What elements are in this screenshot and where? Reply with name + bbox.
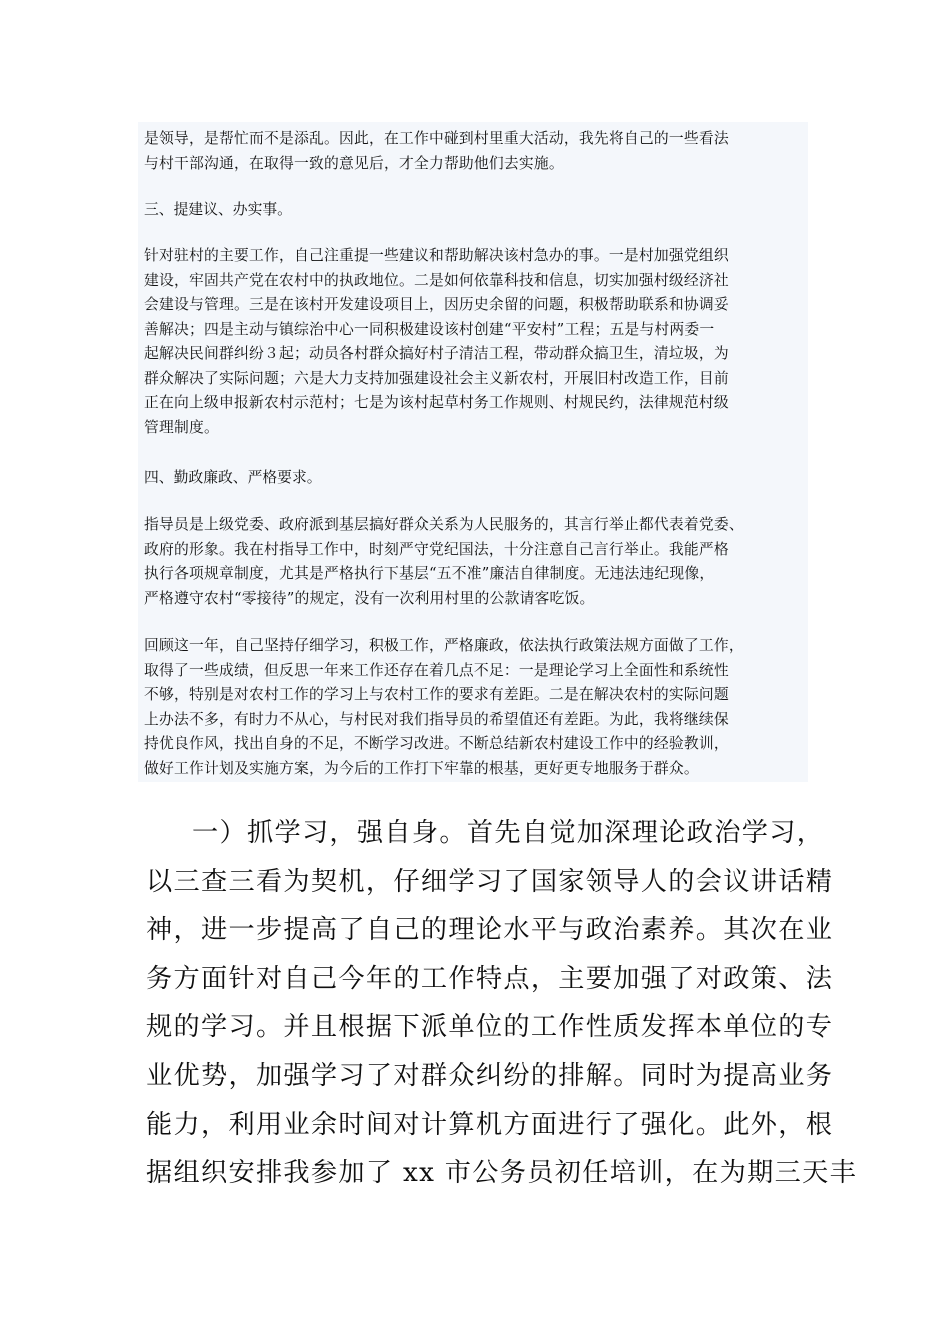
text-line: 管理制度。 [144, 418, 219, 436]
text-line: 持优良作风，找出自身的不足，不断学习改进。不断总结新农村建设工作中的经验教训， [144, 735, 729, 752]
section-4-title: 四、勤政廉政、严格要求。 [144, 469, 322, 486]
text-line: 严格遵守农村“零接待”的规定，没有一次利用村里的公款请客吃饭。 [144, 589, 595, 607]
top-paragraph [144, 127, 808, 176]
text-line: 上办法不多，有时力不从心，与村民对我们指导员的希望值还有差距。为此，我将继续保 [144, 710, 729, 728]
text-line: 取得了一些成绩，但反思一年来工作还存在着几点不足：一是理论学习上全面性和系统性 [144, 661, 729, 679]
text-line: 一）抓学习，强自身。首先自觉加深理论政治学习， [192, 818, 825, 848]
text-line: 起解决民间群纠纷３起；动员各村群众搞好村子清洁工程，带动群众搞卫生，清垃圾，为 [144, 345, 729, 362]
main-body-paragraph [146, 809, 858, 1198]
text-line: 善解决；四是主动与镇综治中心一同积极建设该村创建“平安村”工程；五是与村两委一 [144, 320, 715, 338]
text-line: 据组织安排我参加了 xx 市公务员初任培训，在为期三天丰 [146, 1158, 858, 1189]
text-line: 规的学习。并且根据下派单位的工作性质发挥本单位的专 [146, 1012, 834, 1043]
text-line: 不够，特别是对农村工作的学习上与农村工作的要求有差距。二是在解决农村的实际问题 [144, 686, 729, 703]
section-3-body [144, 244, 808, 440]
review-paragraph [144, 634, 808, 781]
text-line: 神，进一步提高了自己的理论水平与政治素养。其次在业 [146, 915, 834, 946]
text-line: 以三查三看为契机，仔细学习了国家领导人的会议讲话精 [146, 866, 834, 897]
text-line: 业优势，加强学习了对群众纠纷的排解。同时为提高业务 [146, 1060, 834, 1091]
text-line: 执行各项规章制度，尤其是严格执行下基层“五不准”廉洁自律制度。无违法违纪现像， [144, 565, 715, 582]
text-line: 与村干部沟通，在取得一致的意见后，才全力帮助他们去实施。 [144, 154, 564, 172]
text-line: 群众解决了实际问题；六是大力支持加强建设社会主义新农村，开展旧村改造工作，目前 [144, 369, 729, 387]
text-line: 做好工作计划及实施方案，为今后的工作打下牢靠的根基，更好更专地服务于群众。 [144, 759, 699, 777]
text-line: 政府的形象。我在村指导工作中，时刻严守党纪国法，十分注意自己言行举止。我能严格 [144, 540, 729, 558]
section-3-title: 三、提建议、办实事。 [144, 201, 292, 218]
section-4-body [144, 513, 808, 611]
text-line: 指导员是上级党委、政府派到基层搞好群众关系为人民服务的，其言行举止都代表着党委、 [144, 516, 744, 533]
text-line: 是领导，是帮忙而不是添乱。因此，在工作中碰到村里重大活动，我先将自己的一些看法 [144, 130, 729, 147]
text-line: 回顾这一年，自己坚持仔细学习，积极工作，严格廉政，依法执行政策法规方面做了工作， [144, 637, 744, 654]
text-line: 正在向上级申报新农村示范村；七是为该村起草村务工作规则、村规民约，法律规范村级 [144, 394, 729, 411]
text-line: 针对驻村的主要工作，自己注重提一些建议和帮助解决该村急办的事。一是村加强党组织 [144, 247, 729, 264]
text-line: 会建设与管理。三是在该村开发建设项目上，因历史余留的问题，积极帮助联系和协调妥 [144, 296, 729, 313]
text-line: 能力，利用业余时间对计算机方面进行了强化。此外，根 [146, 1109, 834, 1140]
text-line: 建设，牢固共产党在农村中的执政地位。二是如何依靠科技和信息，切实加强村级经济社 [144, 271, 729, 289]
text-line: 务方面针对自己今年的工作特点，主要加强了对政策、法 [146, 963, 834, 994]
